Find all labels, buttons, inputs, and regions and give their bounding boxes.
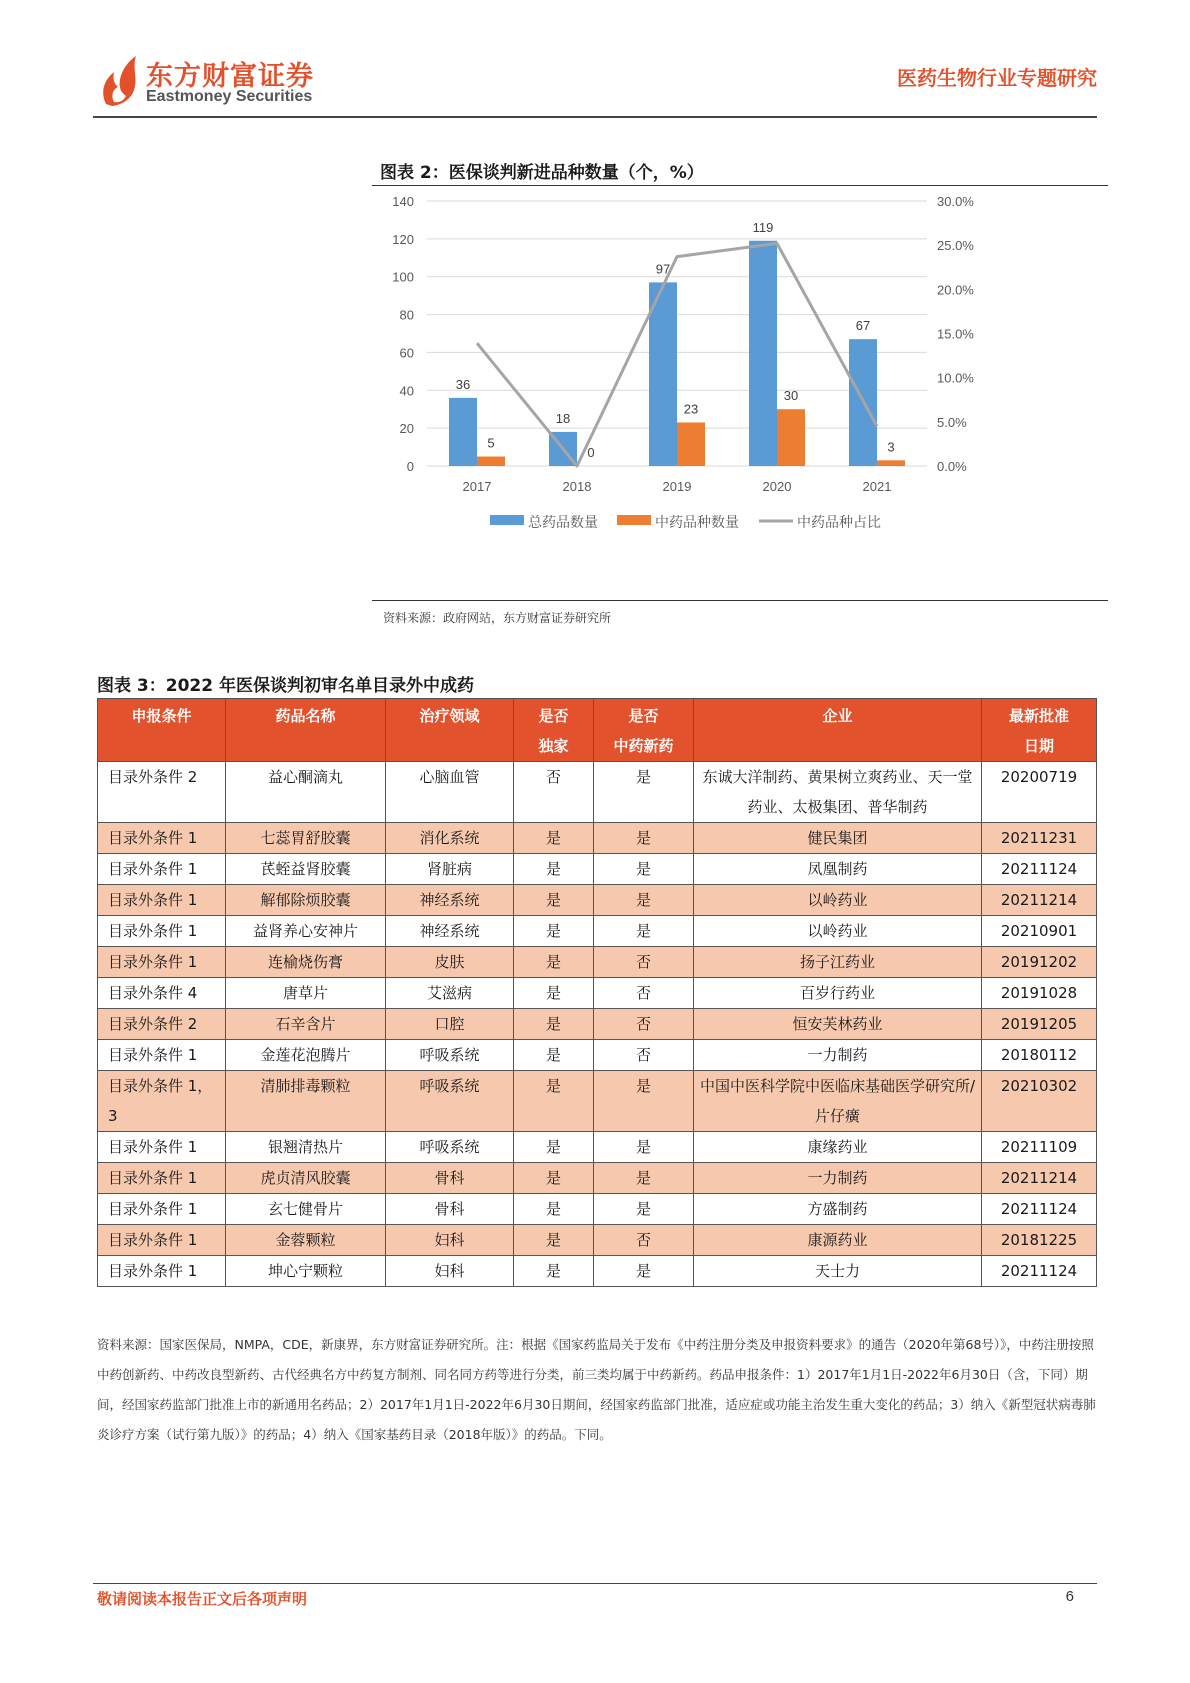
header-text: 是否 bbox=[628, 707, 659, 725]
table-header-cell bbox=[594, 699, 694, 762]
figure2-title: 图表 2：医保谈判新进品种数量（个，%） bbox=[380, 163, 704, 183]
table-row bbox=[98, 854, 1097, 885]
y-right-tick-label: 5.0% bbox=[937, 414, 967, 430]
x-tick-label: 2019 bbox=[662, 479, 692, 494]
footer-divider bbox=[93, 1583, 1097, 1584]
bar-data-label: 30 bbox=[783, 388, 799, 404]
legend-label: 中药品种占比 bbox=[797, 515, 881, 531]
table-row bbox=[98, 1225, 1097, 1256]
legend-swatch bbox=[490, 515, 524, 525]
table-cell: 健民集团 bbox=[694, 823, 982, 854]
table-cell: 扬子江药业 bbox=[694, 947, 982, 978]
table-cell: 目录外条件 1 bbox=[98, 1256, 226, 1287]
y-left-tick-label: 100 bbox=[392, 269, 414, 285]
table-cell: 是 bbox=[594, 762, 694, 823]
table-cell: 芪蛭益肾胶囊 bbox=[226, 854, 386, 885]
table-row bbox=[98, 1040, 1097, 1071]
bar-tcm bbox=[677, 422, 705, 466]
table-cell: 百岁行药业 bbox=[694, 978, 982, 1009]
table-row bbox=[98, 947, 1097, 978]
bar-data-label: 97 bbox=[655, 261, 671, 277]
table-cell: 20191205 bbox=[982, 1009, 1097, 1040]
table-cell: 20211124 bbox=[982, 854, 1097, 885]
header-text: 治疗领域 bbox=[419, 707, 480, 725]
table-cell: 否 bbox=[594, 1040, 694, 1071]
y-left-tick-label: 80 bbox=[399, 307, 414, 323]
table-cell: 呼吸系统 bbox=[386, 1132, 514, 1163]
x-tick-label: 2017 bbox=[462, 479, 492, 494]
table-cell: 是 bbox=[514, 978, 594, 1009]
table-cell: 目录外条件 1 bbox=[98, 947, 226, 978]
x-tick-label: 2018 bbox=[562, 479, 592, 494]
table-cell: 是 bbox=[514, 1225, 594, 1256]
table-row bbox=[98, 978, 1097, 1009]
figure3-source-note: 资料来源：国家医保局，NMPA，CDE，新康界，东方财富证券研究所。注：根据《国家药监局关于发布《中药注册分类及申报资料要求》的通告（2020年第68号）》，中药注册按照中药创新药、中药改良型新药、古代经典名方中药复方制剂、同名同方药等进行分类，前三类均属于中药新药。药品申报条件：1）2017年1月1日-2022年6月30日（含，下同）期间，经国家药监部门批准上市的新通用名药品；2）2017年1月1日-2022年6月30日期间，经国家药监部门批准，适应症或功能主治发生重大变化的药品；3）纳入《新型冠状病毒肺炎诊疗方案（试行第九版）》的药品；4）纳入《国家基药目录（2018年版）》的药品。下同。 bbox=[97, 1337, 1096, 1442]
bar-tcm bbox=[777, 409, 805, 466]
figure2-top-rule bbox=[372, 185, 1108, 186]
table-cell: 益心酮滴丸 bbox=[226, 762, 386, 823]
table-header-cell bbox=[98, 699, 226, 762]
y-right-tick-label: 25.0% bbox=[937, 238, 974, 254]
table-cell: 七蕊胃舒胶囊 bbox=[226, 823, 386, 854]
table-cell: 是 bbox=[594, 1163, 694, 1194]
table-cell: 以岭药业 bbox=[694, 885, 982, 916]
table-header-cell bbox=[226, 699, 386, 762]
table-body bbox=[98, 762, 1097, 1287]
table-cell: 是 bbox=[594, 916, 694, 947]
table-cell: 20210901 bbox=[982, 916, 1097, 947]
table-cell: 否 bbox=[594, 947, 694, 978]
legend-label: 总药品数量 bbox=[528, 515, 598, 531]
table-header-cell bbox=[514, 699, 594, 762]
table-cell: 目录外条件 1 bbox=[98, 1132, 226, 1163]
header-text: 企业 bbox=[822, 707, 853, 725]
table-cell: 一力制药 bbox=[694, 1163, 982, 1194]
table-row bbox=[98, 1194, 1097, 1225]
y-right-tick-label: 20.0% bbox=[937, 282, 974, 298]
table-cell: 是 bbox=[594, 1071, 694, 1132]
bar-total bbox=[749, 241, 777, 466]
table-cell: 目录外条件 2 bbox=[98, 1009, 226, 1040]
table-cell: 目录外条件 1 bbox=[98, 916, 226, 947]
table-cell: 目录外条件 1 bbox=[98, 823, 226, 854]
table-cell: 20191028 bbox=[982, 978, 1097, 1009]
table-header-cell bbox=[386, 699, 514, 762]
header-text: 独家 bbox=[538, 737, 569, 755]
table-cell: 虎贞清风胶囊 bbox=[226, 1163, 386, 1194]
table-cell: 目录外条件 1 bbox=[98, 1225, 226, 1256]
table-cell: 是 bbox=[514, 947, 594, 978]
table-cell: 骨科 bbox=[386, 1194, 514, 1225]
header-text: 申报条件 bbox=[131, 707, 192, 725]
company-logo bbox=[98, 52, 338, 112]
header-text: 药品名称 bbox=[275, 707, 336, 725]
flame-logo-icon bbox=[98, 52, 142, 108]
table-cell: 是 bbox=[514, 916, 594, 947]
x-tick-label: 2021 bbox=[862, 479, 892, 494]
y-left-tick-label: 0 bbox=[406, 459, 414, 474]
report-category-title: 医药生物行业专题研究 bbox=[897, 66, 1097, 90]
table-cell: 是 bbox=[594, 854, 694, 885]
table-cell: 目录外条件 1，3 bbox=[98, 1071, 226, 1132]
table-cell: 心脑血管 bbox=[386, 762, 514, 823]
bar-data-label: 0 bbox=[587, 445, 595, 460]
footer-disclaimer: 敬请阅读本报告正文后各项声明 bbox=[97, 1590, 308, 1608]
table-cell: 20211214 bbox=[982, 1163, 1097, 1194]
table-cell: 是 bbox=[514, 823, 594, 854]
table-cell: 是 bbox=[594, 885, 694, 916]
table-cell: 20211124 bbox=[982, 1194, 1097, 1225]
header-text: 最新批准 bbox=[1008, 707, 1069, 725]
table-cell: 康源药业 bbox=[694, 1225, 982, 1256]
bar-data-label: 3 bbox=[887, 439, 895, 455]
table-cell: 连榆烧伤膏 bbox=[226, 947, 386, 978]
table-cell: 否 bbox=[594, 978, 694, 1009]
table-cell: 是 bbox=[514, 1009, 594, 1040]
table-row bbox=[98, 1163, 1097, 1194]
table-cell: 是 bbox=[514, 1040, 594, 1071]
table-cell: 是 bbox=[514, 1071, 594, 1132]
table-cell: 是 bbox=[594, 1194, 694, 1225]
x-tick-label: 2020 bbox=[762, 479, 792, 494]
bar-data-label: 67 bbox=[855, 318, 871, 334]
table-cell: 是 bbox=[514, 1256, 594, 1287]
logo-chinese-name: 东方财富证券 bbox=[146, 61, 314, 92]
table-header-row bbox=[98, 699, 1097, 762]
table-cell: 骨科 bbox=[386, 1163, 514, 1194]
table-cell: 20211109 bbox=[982, 1132, 1097, 1163]
bar-data-label: 119 bbox=[752, 219, 774, 235]
table-row bbox=[98, 1256, 1097, 1287]
table-cell: 20191202 bbox=[982, 947, 1097, 978]
table-cell: 方盛制药 bbox=[694, 1194, 982, 1225]
table-cell: 呼吸系统 bbox=[386, 1071, 514, 1132]
table-cell: 20180112 bbox=[982, 1040, 1097, 1071]
table-row bbox=[98, 1071, 1097, 1132]
figure2-bottom-rule bbox=[372, 600, 1108, 601]
table-row bbox=[98, 916, 1097, 947]
table-row bbox=[98, 762, 1097, 823]
page-number: 6 bbox=[1065, 1588, 1074, 1605]
table-cell: 否 bbox=[514, 762, 594, 823]
y-right-tick-label: 10.0% bbox=[937, 370, 974, 386]
table-cell: 目录外条件 1 bbox=[98, 1194, 226, 1225]
legend-swatch bbox=[617, 515, 651, 525]
figure2-chart bbox=[372, 192, 1108, 587]
table-cell: 口腔 bbox=[386, 1009, 514, 1040]
table-cell: 是 bbox=[514, 854, 594, 885]
bar-data-label: 36 bbox=[455, 376, 471, 392]
table-cell: 银翘清热片 bbox=[226, 1132, 386, 1163]
table-cell: 目录外条件 1 bbox=[98, 1163, 226, 1194]
table-cell: 天士力 bbox=[694, 1256, 982, 1287]
table-cell: 康缘药业 bbox=[694, 1132, 982, 1163]
table-row bbox=[98, 1132, 1097, 1163]
bar-data-label: 18 bbox=[555, 410, 571, 426]
bar-data-label: 23 bbox=[683, 401, 699, 417]
bar-data-label: 5 bbox=[487, 435, 495, 451]
table-cell: 皮肤 bbox=[386, 947, 514, 978]
table-cell: 是 bbox=[594, 1132, 694, 1163]
table-cell: 中国中医科学院中医临床基础医学研究所/片仔癀 bbox=[694, 1071, 982, 1132]
table-cell: 金蓉颗粒 bbox=[226, 1225, 386, 1256]
table-cell: 石辛含片 bbox=[226, 1009, 386, 1040]
table-cell: 目录外条件 4 bbox=[98, 978, 226, 1009]
table-cell: 神经系统 bbox=[386, 885, 514, 916]
table-cell: 20211214 bbox=[982, 885, 1097, 916]
table-row bbox=[98, 823, 1097, 854]
table-header-cell bbox=[982, 699, 1097, 762]
bar-total bbox=[449, 398, 477, 466]
y-left-tick-label: 60 bbox=[399, 345, 414, 361]
y-right-tick-label: 30.0% bbox=[937, 194, 974, 209]
table-cell: 20181225 bbox=[982, 1225, 1097, 1256]
table-cell: 肾脏病 bbox=[386, 854, 514, 885]
table-cell: 20200719 bbox=[982, 762, 1097, 823]
logo-english-name: Eastmoney Securities bbox=[146, 88, 313, 105]
table-cell: 目录外条件 1 bbox=[98, 854, 226, 885]
table-cell: 是 bbox=[594, 1256, 694, 1287]
legend-label: 中药品种数量 bbox=[655, 515, 739, 531]
y-right-tick-label: 15.0% bbox=[937, 326, 974, 342]
y-left-tick-label: 120 bbox=[392, 231, 414, 247]
table-row bbox=[98, 885, 1097, 916]
table-cell: 清肺排毒颗粒 bbox=[226, 1071, 386, 1132]
table-row bbox=[98, 1009, 1097, 1040]
header-text: 日期 bbox=[1023, 737, 1054, 755]
table-cell: 消化系统 bbox=[386, 823, 514, 854]
bar-tcm bbox=[477, 457, 505, 466]
table-cell: 是 bbox=[514, 1132, 594, 1163]
y-left-tick-label: 40 bbox=[399, 383, 414, 399]
table-cell: 恒安芙林药业 bbox=[694, 1009, 982, 1040]
table-cell: 是 bbox=[514, 1194, 594, 1225]
table-cell: 妇科 bbox=[386, 1225, 514, 1256]
header-divider bbox=[93, 116, 1097, 118]
table-cell: 凤凰制药 bbox=[694, 854, 982, 885]
table-cell: 是 bbox=[594, 823, 694, 854]
table-cell: 20211124 bbox=[982, 1256, 1097, 1287]
table-cell: 坤心宁颗粒 bbox=[226, 1256, 386, 1287]
table-cell: 以岭药业 bbox=[694, 916, 982, 947]
table-cell: 目录外条件 2 bbox=[98, 762, 226, 823]
table-cell: 20211231 bbox=[982, 823, 1097, 854]
table-cell: 解郁除烦胶囊 bbox=[226, 885, 386, 916]
y-left-tick-label: 20 bbox=[399, 421, 414, 437]
table-cell: 20210302 bbox=[982, 1071, 1097, 1132]
figure2-source: 资料来源：政府网站，东方财富证券研究所 bbox=[383, 611, 612, 625]
header-text: 中药新药 bbox=[613, 737, 674, 755]
figure3-table bbox=[97, 698, 1097, 1287]
table-cell: 玄七健骨片 bbox=[226, 1194, 386, 1225]
table-cell: 一力制药 bbox=[694, 1040, 982, 1071]
table-cell: 益肾养心安神片 bbox=[226, 916, 386, 947]
y-left-tick-label: 140 bbox=[392, 194, 414, 209]
header-text: 是否 bbox=[538, 707, 569, 725]
bar-tcm bbox=[877, 460, 905, 466]
table-cell: 否 bbox=[594, 1009, 694, 1040]
table-cell: 是 bbox=[514, 885, 594, 916]
table-cell: 是 bbox=[514, 1163, 594, 1194]
table-cell: 东诚大洋制药、黄果树立爽药业、天一堂药业、太极集团、普华制药 bbox=[694, 762, 982, 823]
table-cell: 妇科 bbox=[386, 1256, 514, 1287]
y-right-tick-label: 0.0% bbox=[937, 459, 967, 474]
table-cell: 呼吸系统 bbox=[386, 1040, 514, 1071]
table-cell: 目录外条件 1 bbox=[98, 1040, 226, 1071]
table-cell: 唐草片 bbox=[226, 978, 386, 1009]
table-cell: 艾滋病 bbox=[386, 978, 514, 1009]
table-cell: 神经系统 bbox=[386, 916, 514, 947]
table-cell: 否 bbox=[594, 1225, 694, 1256]
table-cell: 目录外条件 1 bbox=[98, 885, 226, 916]
figure3-title: 图表 3：2022 年医保谈判初审名单目录外中成药 bbox=[97, 676, 474, 696]
table-header-cell bbox=[694, 699, 982, 762]
table-cell: 金莲花泡腾片 bbox=[226, 1040, 386, 1071]
